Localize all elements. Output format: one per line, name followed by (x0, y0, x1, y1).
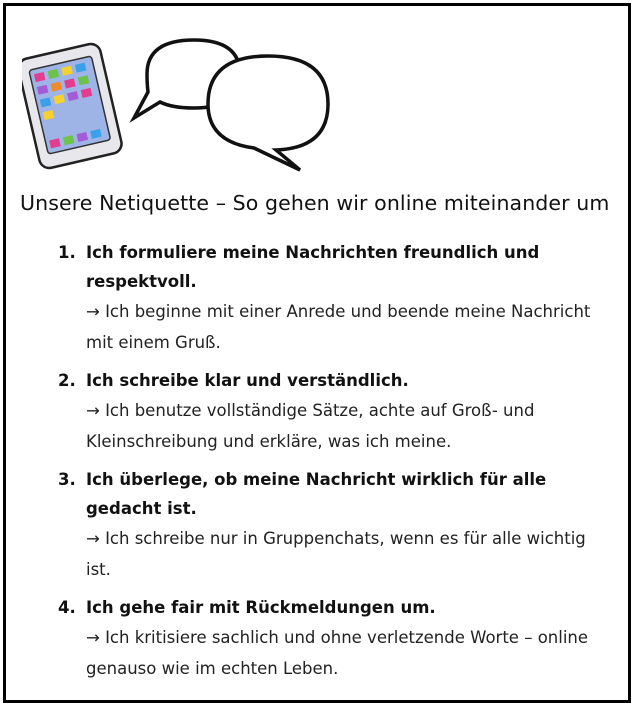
list-item (58, 366, 598, 457)
rule-heading: Ich schreibe klar und verständlich. (86, 371, 409, 390)
rules-list (58, 238, 598, 692)
list-item (58, 238, 598, 358)
page-title: Unsere Netiquette – So gehen wir online miteinander um (20, 191, 610, 215)
rule-number: 4. (58, 598, 76, 617)
list-item (58, 465, 598, 585)
list-item (58, 593, 598, 684)
speech-bubble-icon (208, 56, 328, 170)
tablet-icon (22, 42, 124, 170)
rule-heading: Ich gehe fair mit Rückmeldungen um. (86, 598, 436, 617)
illustration (22, 22, 342, 172)
rule-detail: → Ich kritisiere sachlich und ohne verletzende Worte – online genauso wie im echten Leben. (86, 628, 589, 678)
rule-heading: Ich überlege, ob meine Nachricht wirklich für alle gedacht ist. (86, 470, 547, 518)
rule-number: 3. (58, 470, 76, 489)
worksheet-frame (3, 3, 631, 703)
rule-detail: → Ich benutze vollständige Sätze, achte auf Groß- und Kleinschreibung und erkläre, was ich meine. (86, 401, 535, 451)
rule-number: 2. (58, 371, 76, 390)
rule-number: 1. (58, 243, 76, 262)
rule-detail: → Ich schreibe nur in Gruppenchats, wenn es für alle wichtig ist. (86, 529, 586, 579)
rule-heading: Ich formuliere meine Nachrichten freundlich und respektvoll. (86, 243, 540, 291)
rule-detail: → Ich beginne mit einer Anrede und beende meine Nachricht mit einem Gruß. (86, 302, 591, 352)
